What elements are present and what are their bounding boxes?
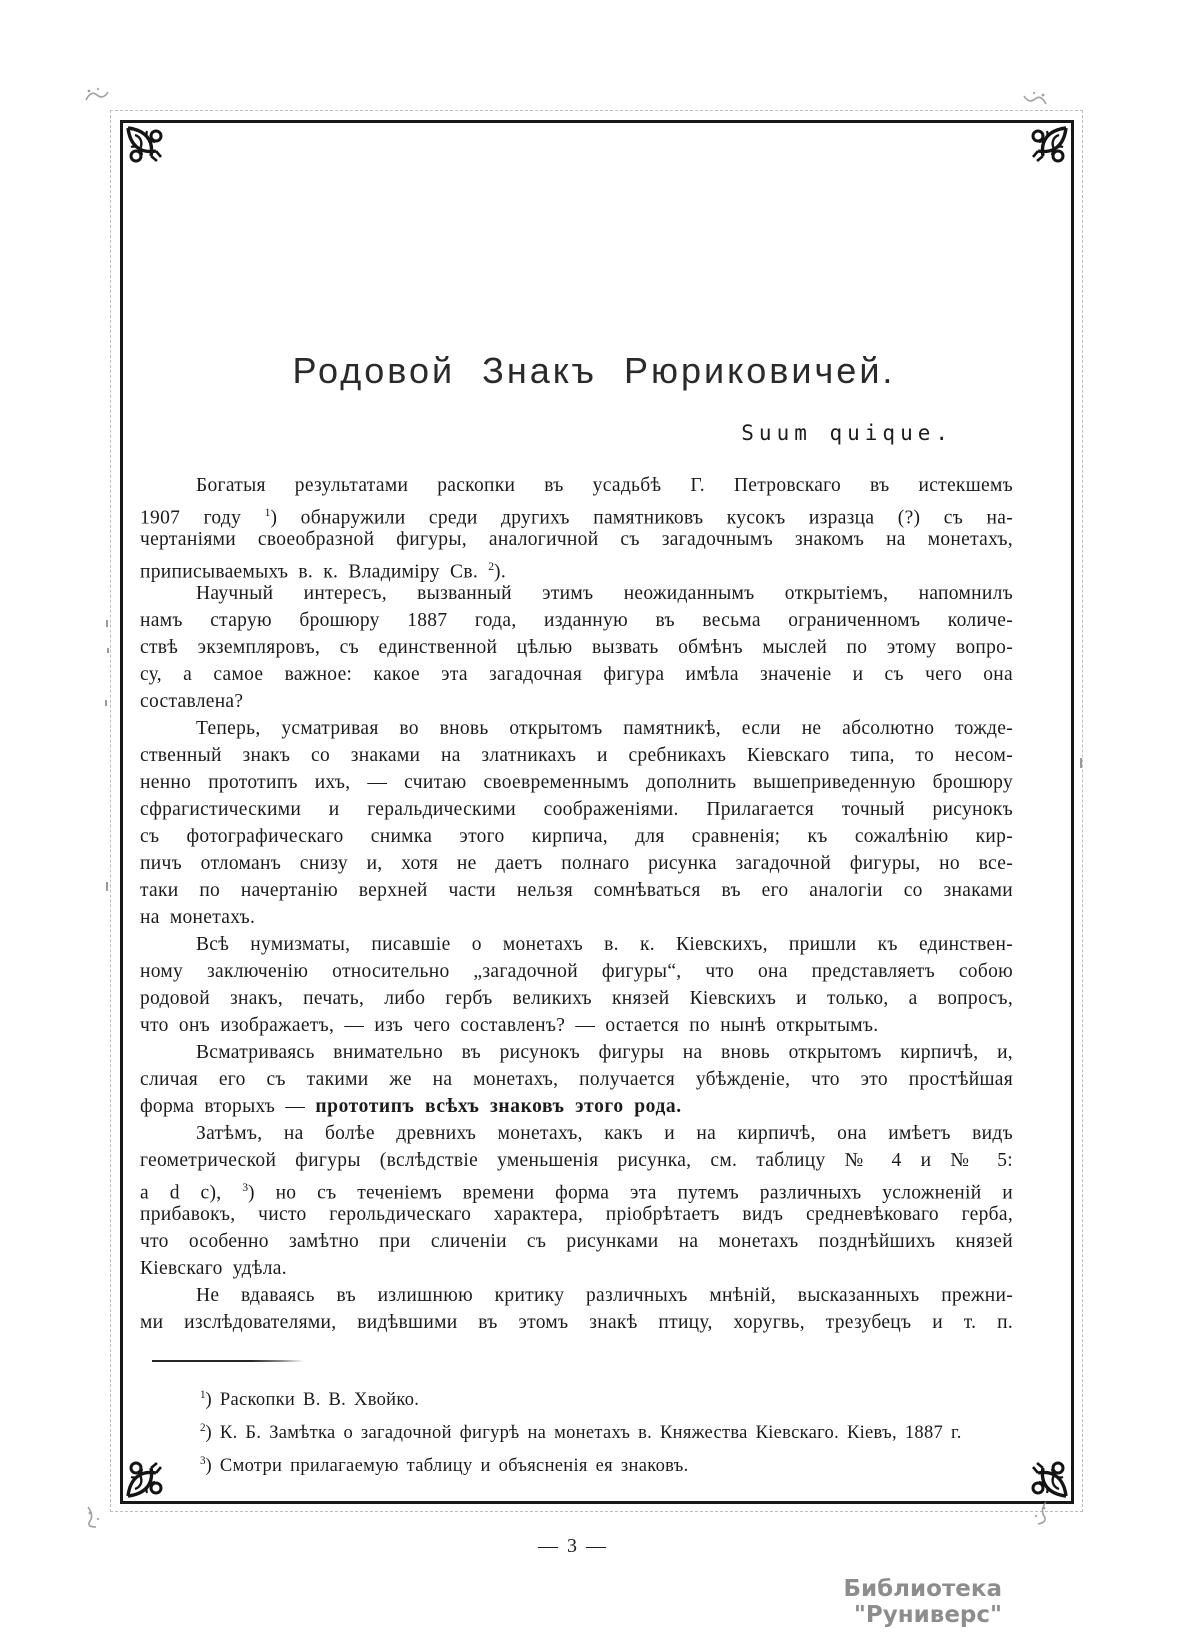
text-line: приписываемыхъ в. к. Владиміру Св. $^2$). <box>140 560 506 583</box>
paragraph <box>140 931 1013 1039</box>
text-line: на монетахъ. <box>140 907 256 928</box>
margin-mark <box>105 700 107 706</box>
margin-mark <box>1080 758 1082 768</box>
text-line: Кіевскаго удѣла. <box>140 1258 287 1279</box>
page-title: Родовой Знакъ Рюриковичей. <box>292 350 896 391</box>
corner-squiggle-icon <box>84 86 110 106</box>
text-line: Теперь, усматривая во вновь открытомъ памятникѣ, если не абсолютно тожде- <box>196 718 1013 739</box>
text-line: 1907 году $^1$) обнаружили среди другихъ памятниковъ кусокъ изразца (?) съ на- <box>140 506 1013 529</box>
footnote: $^1$) Раскопки В. В. Хвойко. <box>200 1389 420 1411</box>
footnotes-list <box>200 1381 1015 1480</box>
corner-flourish-icon <box>1023 1453 1069 1499</box>
text-line: a d c), $^3$) но съ теченіемъ времени форма эта путемъ различныхъ усложненій и <box>140 1181 1013 1204</box>
text-line: сфрагистическими и геральдическими соображеніями. Прилагается точный рисунокъ <box>140 799 1013 820</box>
corner-squiggle-icon <box>1026 1500 1052 1526</box>
footnote: $^3$) Смотри прилагаемую таблицу и объясненія ея знаковъ. <box>200 1455 689 1477</box>
page-number: — 3 — <box>538 1535 608 1557</box>
body-text <box>140 472 1013 1336</box>
text-line: Научный интересъ, вызванный этимъ неожиданнымъ открытіемъ, напомнилъ <box>196 583 1013 604</box>
text-line: съ фотографическаго снимка этого кирпича, для сравненія; къ сожалѣнію кир- <box>140 826 1013 847</box>
text-line: Не вдаваясь въ излишнюю критику различныхъ мнѣній, высказанныхъ прежни- <box>196 1285 1013 1306</box>
text-line: ному заключенію относительно „загадочной фигуры“, что она представляетъ собою <box>140 961 1013 982</box>
corner-flourish-icon <box>125 125 171 171</box>
text-line: форма вторыхъ — прототипъ всѣхъ знаковъ этого рода. <box>140 1096 682 1117</box>
text-line: сличая его съ такими же на монетахъ, получается убѣжденіе, что это простѣйшая <box>140 1069 1013 1090</box>
text-line: Затѣмъ, на болѣе древнихъ монетахъ, какъ и на кирпичѣ, она имѣетъ видъ <box>196 1123 1013 1144</box>
paragraph <box>140 1120 1013 1282</box>
text-line: Всматриваясь внимательно въ рисунокъ фигуры на вновь открытомъ кирпичѣ, и, <box>196 1042 1013 1063</box>
margin-mark <box>106 882 108 891</box>
footnote-rule <box>152 1360 304 1362</box>
text-line: составлена? <box>140 691 244 712</box>
text-line: что особенно замѣтно при сличеніи съ рисунками на монетахъ позднѣйшихъ князей <box>140 1231 1013 1252</box>
text-line: намъ старую брошюру 1887 года, изданную въ весьма ограниченномъ количе- <box>140 610 1013 631</box>
footnote: $^2$) К. Б. Замѣтка о загадочной фигурѣ на монетахъ в. Княжества Кіевскаго. Кіевъ, 1887 г. <box>200 1422 962 1444</box>
corner-squiggle-icon <box>1022 90 1048 110</box>
epigraph: Suum quique. <box>741 421 953 445</box>
text-line: ственный знакъ со знаками на златникахъ и сребникахъ Кіевскаго типа, то несом- <box>140 745 1013 766</box>
text-line: Богатыя результатами раскопки въ усадьбѣ Г. Петровскаго въ истекшемъ <box>196 475 1013 496</box>
margin-mark <box>106 620 108 627</box>
paragraph <box>140 472 1013 583</box>
corner-squiggle-icon <box>84 1505 110 1529</box>
text-line: Всѣ нумизматы, писавшіе о монетахъ в. к. Кіевскихъ, пришли къ единствен- <box>196 934 1013 955</box>
margin-mark <box>107 648 109 653</box>
paragraph <box>140 1282 1013 1336</box>
paragraph <box>140 715 1013 931</box>
text-line: су, а самое важное: какое эта загадочная фигура имѣла значеніе и съ чего она <box>140 664 1013 685</box>
text-line: геометрической фигуры (вслѣдствіе уменьшенія рисунка, см. таблицу № 4 и № 5: <box>140 1150 1013 1171</box>
text-line: пичъ отломанъ снизу и, хотя не даетъ полнаго рисунка загадочной фигуры, но все- <box>140 853 1013 874</box>
corner-flourish-icon <box>125 1453 171 1499</box>
paragraph <box>140 1039 1013 1120</box>
text-line: таки по начертанію верхней части нельзя сомнѣваться въ его аналогіи со знаками <box>140 880 1013 901</box>
paragraph <box>140 580 1013 715</box>
text-line: прибавокъ, чисто герольдическаго характера, пріобрѣтаетъ видъ средневѣковаго герба, <box>140 1204 1013 1225</box>
library-watermark: Библиотека "Руниверс" <box>843 1576 1002 1628</box>
text-line: чертаніями своеобразной фигуры, аналогичной съ загадочнымъ знакомъ на монетахъ, <box>140 529 1013 550</box>
corner-flourish-icon <box>1023 125 1069 171</box>
text-line: что онъ изображаетъ, — изъ чего составленъ? — остается по нынѣ открытымъ. <box>140 1015 879 1036</box>
text-line: ствѣ экземпляровъ, съ единственной цѣлью вызвать обмѣнъ мыслей по этому вопро- <box>140 637 1013 658</box>
text-line: ми изслѣдователями, видѣвшими въ этомъ знакѣ птицу, хоругвь, трезубецъ и т. п. <box>140 1312 1013 1333</box>
text-line: родовой знакъ, печать, либо гербъ великихъ князей Кіевскихъ и только, а вопросъ, <box>140 988 1013 1009</box>
text-line: ненно прототипъ ихъ, — считаю своевременнымъ дополнить вышеприведенную брошюру <box>140 772 1013 793</box>
